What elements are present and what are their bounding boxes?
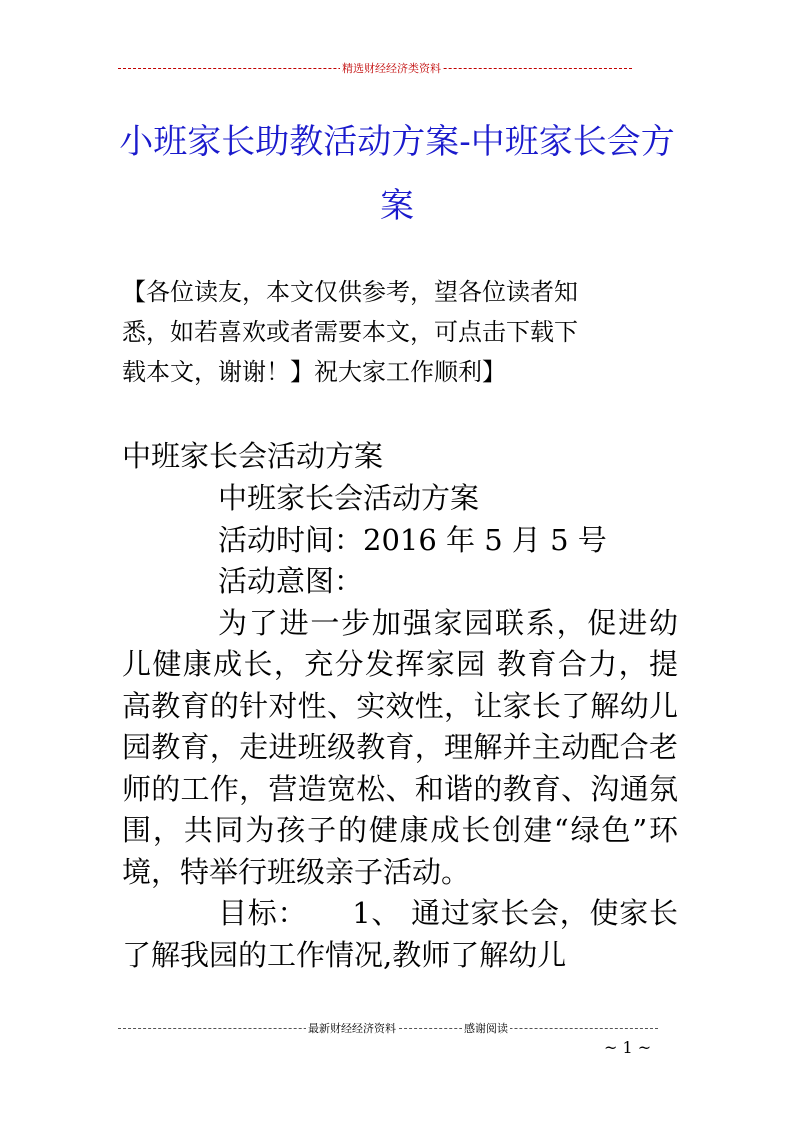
reader-notice: 【各位读友，本文仅供参考，望各位读者知悉，如若喜欢或者需要本文，可点击下载下载本文，谢谢！】祝大家工作顺利】 (122, 278, 578, 386)
page-footer (118, 1018, 658, 1038)
intent-label: 活动意图： (218, 564, 364, 598)
plan-subtitle: 中班家长会活动方案 (218, 481, 480, 515)
activity-time: 活动时间：2016 年 5 月 5 号 (218, 522, 607, 557)
footer-right-label: 感谢阅读 (464, 1022, 508, 1035)
page-header (118, 58, 632, 78)
section-title: 中班家长会活动方案 (122, 439, 384, 473)
header-label: 精选财经经济类资料 (342, 62, 441, 75)
document-body (122, 478, 678, 976)
footer-left-label: 最新财经经济资料 (308, 1022, 396, 1035)
page-number: ~ 1 ~ (604, 1038, 652, 1057)
document-title: 小班家长助教活动方案-中班家长会方案 (119, 122, 675, 226)
intent-paragraph: 为了进一步加强家园联系，促进幼儿健康成长，充分发挥家园 教育合力，提高教育的针对性、实效性，让家长了解幼儿园教育，走进班级教育，理解并主动配合老师的工作，营造宽松、和谐的教育、沟通氛围，共同为孩子的健康成长创建“绿色”环境，特举行班级亲子活动。 (122, 605, 678, 889)
goal-paragraph: 目标： 1、 通过家长会，使家长了解我园的工作情况,教师了解幼儿 (122, 896, 678, 972)
